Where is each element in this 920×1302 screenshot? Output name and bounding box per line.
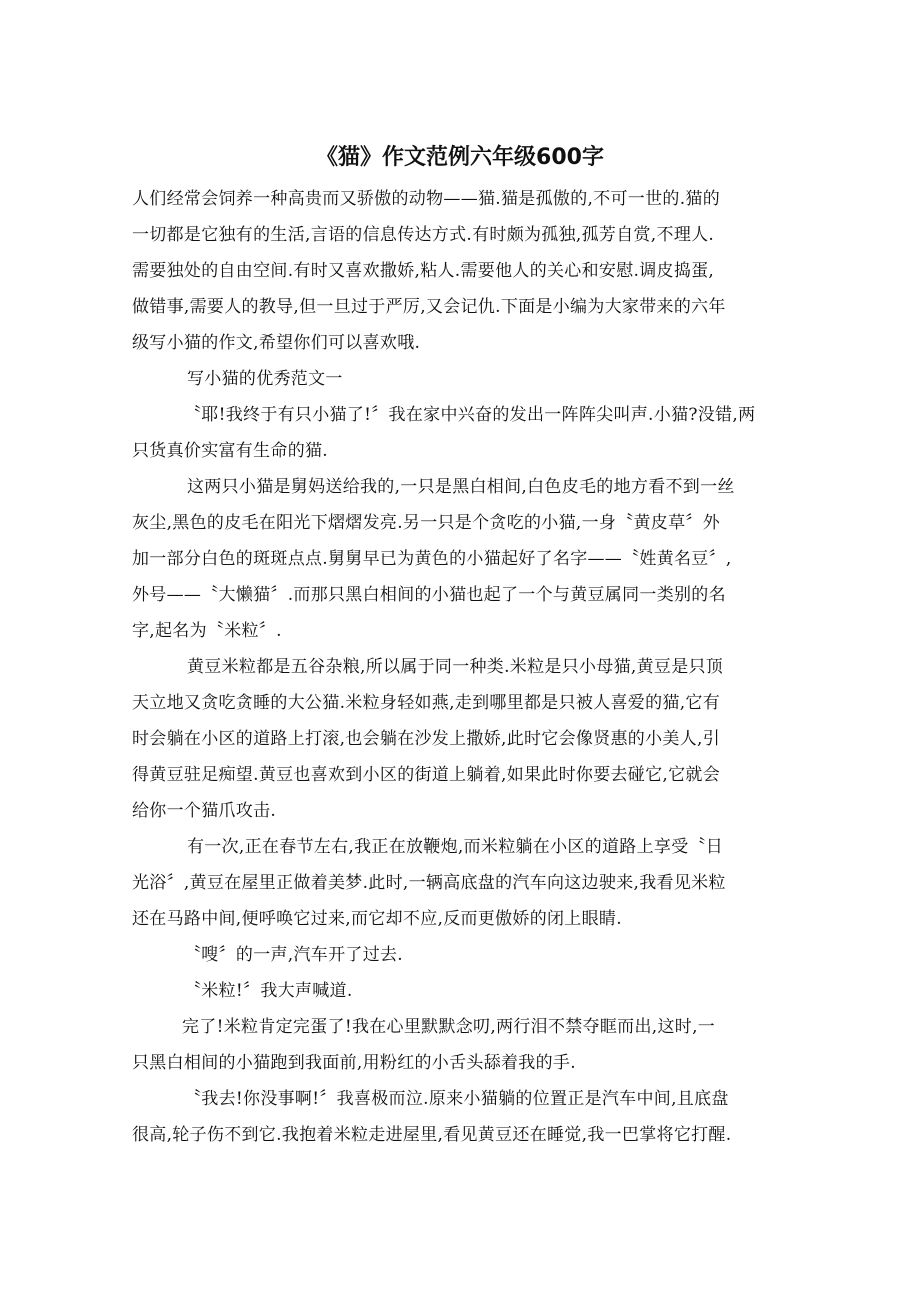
text-line: 字,起名为〝米粒〞.: [132, 621, 282, 641]
text-line: 一切都是它独有的生活,言语的信息传达方式.有时颇为孤独,孤芳自赏,不理人.: [132, 225, 715, 245]
text-line: 时会躺在小区的道路上打滚,也会躺在沙发上撒娇,此时它会像贤惠的小美人,引: [132, 729, 721, 749]
text-line: 加一部分白色的斑斑点点.舅舅早已为黄色的小猫起好了名字——〝姓黄名豆〞,: [132, 549, 732, 569]
document-title: 《猫》作文范例六年级600字: [316, 145, 604, 170]
text-line: 天立地又贪吃贪睡的大公猫.米粒身轻如燕,走到哪里都是只被人喜爱的猫,它有: [132, 693, 721, 713]
text-line: 外号——〝大懒猫〞.而那只黑白相间的小猫也起了一个与黄豆属同一类别的名: [132, 585, 726, 605]
text-line: 做错事,需要人的教导,但一旦过于严厉,又会记仇.下面是小编为大家带来的六年: [132, 297, 726, 317]
text-line: 级写小猫的作文,希望你们可以喜欢哦.: [132, 333, 421, 353]
text-line: 很高,轮子伤不到它.我抱着米粒走进屋里,看见黄豆还在睡觉,我一巴掌将它打醒.: [132, 1125, 732, 1145]
text-line: 只货真价实富有生命的猫.: [132, 441, 329, 461]
text-line: 得黄豆驻足痴望.黄豆也喜欢到小区的街道上躺着,如果此时你要去碰它,它就会: [132, 765, 721, 785]
text-line: 人们经常会饲养一种高贵而又骄傲的动物——猫.猫是孤傲的,不可一世的.猫的: [132, 189, 721, 209]
text-line: 〝耶!我终于有只小猫了!〞我在家中兴奋的发出一阵阵尖叫声.小猫?没错,两: [184, 405, 756, 425]
text-line: 光浴〞,黄豆在屋里正做着美梦.此时,一辆高底盘的汽车向这边驶来,我看见米粒: [132, 873, 726, 893]
document-body: [132, 185, 822, 1157]
text-line: 〝嗖〞的一声,汽车开了过去.: [184, 945, 404, 965]
text-line: 灰尘,黑色的皮毛在阳光下熠熠发亮.另一只是个贪吃的小猫,一身〝黄皮草〞外: [132, 513, 721, 533]
text-line: 完了!米粒肯定完蛋了!我在心里默默念叨,两行泪不禁夺眶而出,这时,一: [182, 1017, 716, 1037]
text-line: 黄豆米粒都是五谷杂粮,所以属于同一种类.米粒是只小母猫,黄豆是只顶: [187, 657, 724, 677]
text-line: 这两只小猫是舅妈送给我的,一只是黑白相间,白色皮毛的地方看不到一丝: [187, 477, 735, 497]
text-line: 只黑白相间的小猫跑到我面前,用粉红的小舌头舔着我的手.: [132, 1053, 576, 1073]
text-line: 需要独处的自由空间.有时又喜欢撒娇,粘人.需要他人的关心和安慰.调皮捣蛋,: [132, 261, 715, 281]
text-line: 〝我去!你没事啊!〞我喜极而泣.原来小猫躺的位置正是汽车中间,且底盘: [184, 1089, 729, 1109]
text-line: 有一次,正在春节左右,我正在放鞭炮,而米粒躺在小区的道路上享受〝日: [187, 837, 724, 857]
section-heading: 写小猫的优秀范文一: [187, 369, 343, 389]
text-line: 还在马路中间,便呼唤它过来,而它却不应,反而更傲娇的闭上眼睛.: [132, 909, 622, 929]
text-line: 给你一个猫爪攻击.: [132, 801, 277, 821]
text-line: 〝米粒!〞我大声喊道.: [184, 981, 353, 1001]
